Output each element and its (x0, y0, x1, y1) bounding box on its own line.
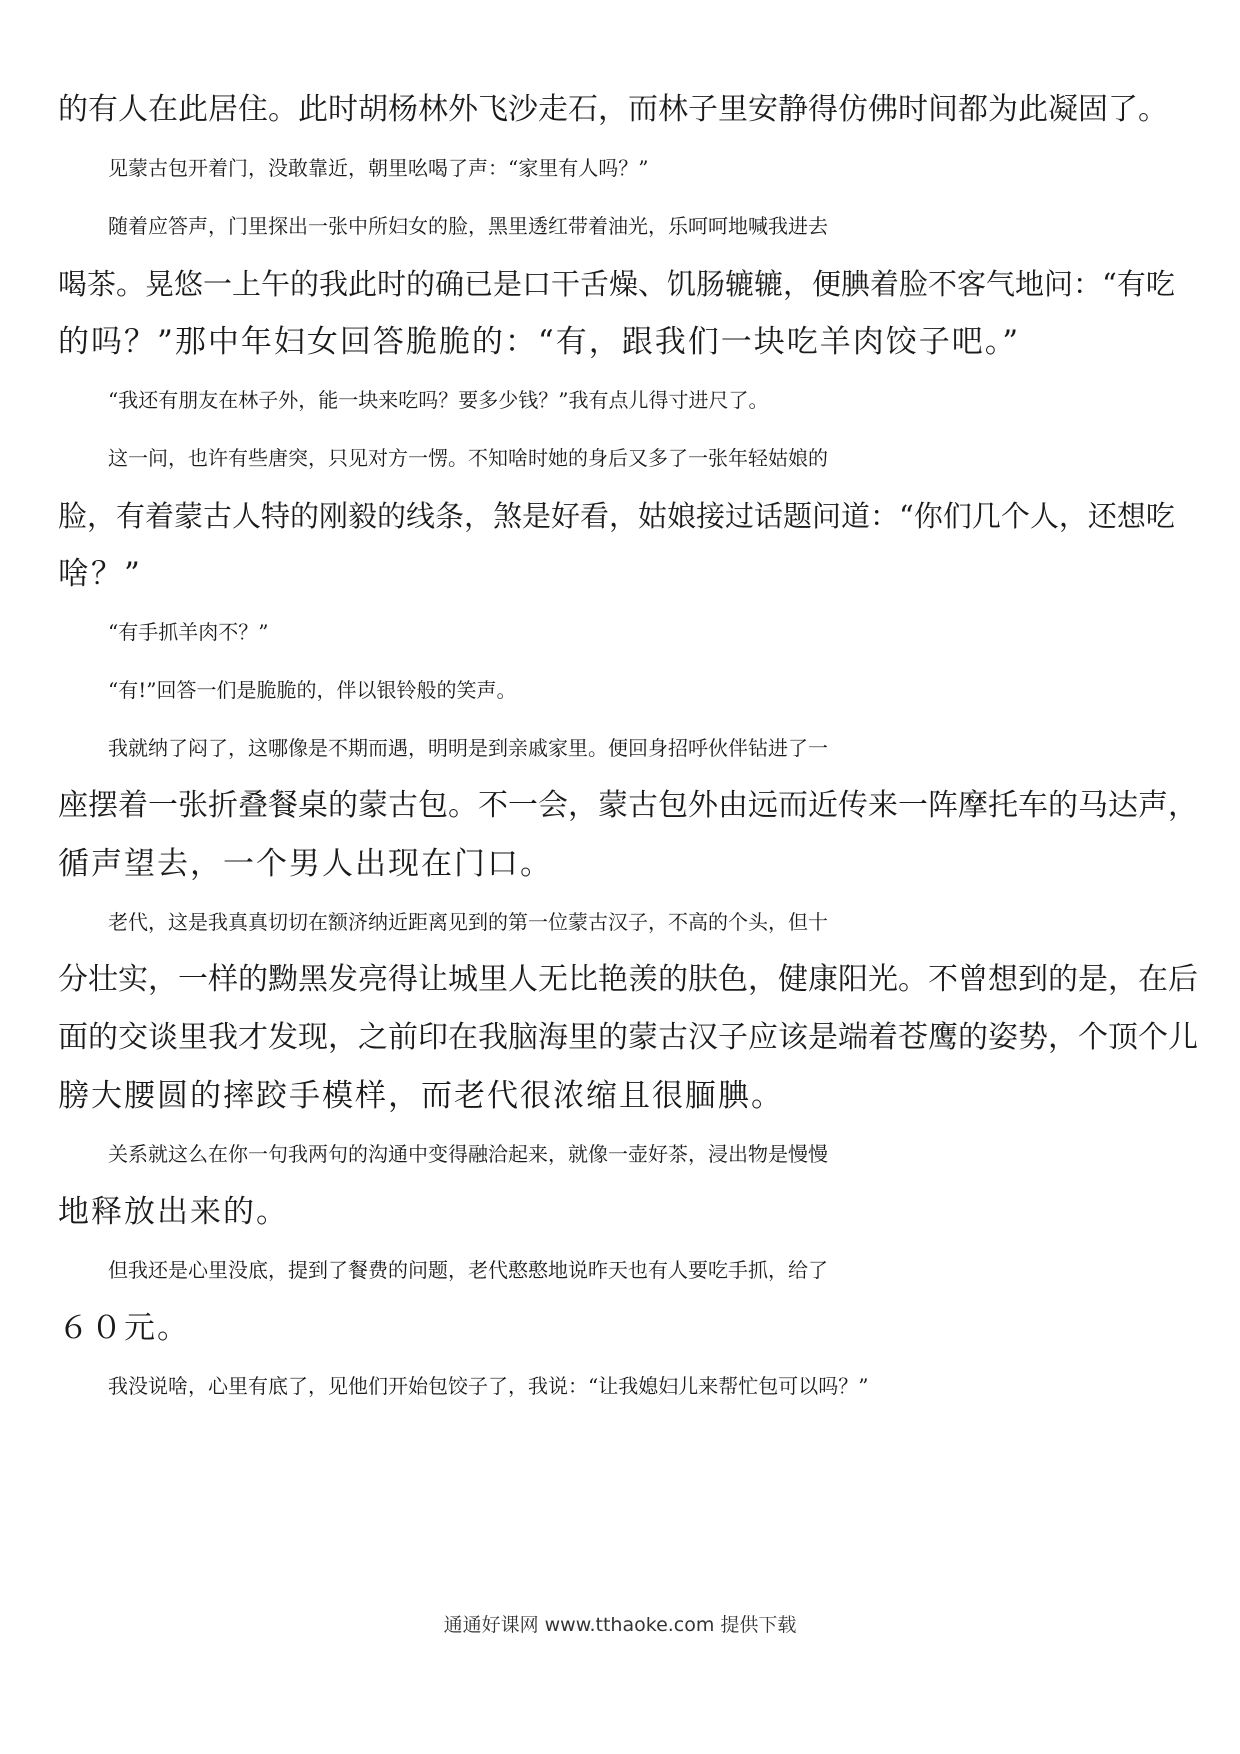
text-line: 老代，这是我真真切切在额济纳近距离见到的第一位蒙古汉子，不高的个头，但十 (108, 910, 828, 934)
text-line: 脸，有着蒙古人特的刚毅的线条，煞是好看，姑娘接过话题问道：“你们几个人，还想吃 (58, 499, 1175, 533)
text-line: 随着应答声，门里探出一张中所妇女的脸，黑里透红带着油光，乐呵呵地喊我进去 (108, 214, 828, 238)
text-line: 我没说啥，心里有底了，见他们开始包饺子了，我说：“让我媳妇儿来帮忙包可以吗？” (108, 1374, 869, 1398)
text-line: 的吗？”那中年妇女回答脆脆的：“有，跟我们一块吃羊肉饺子吧。” (58, 324, 1021, 360)
text-line: 循声望去，一个男人出现在门口。 (58, 846, 553, 882)
text-line: 的有人在此居住。此时胡杨林外飞沙走石，而林子里安静得仿佛时间都为此凝固了。 (58, 92, 1168, 127)
text-line: ６０元。 (58, 1310, 190, 1346)
text-line: 分壮实，一样的黝黑发亮得让城里人无比艳羡的肤色，健康阳光。不曾想到的是，在后 (58, 962, 1198, 997)
text-line: 喝茶。晃悠一上午的我此时的确已是口干舌燥、饥肠辘辘，便腆着脸不客气地问：“有吃 (58, 267, 1175, 301)
text-line: “有手抓羊肉不？” (108, 620, 269, 644)
text-line: 这一问，也许有些唐突，只见对方一愣。不知啥时她的身后又多了一张年轻姑娘的 (108, 446, 828, 470)
text-line: 我就纳了闷了，这哪像是不期而遇，明明是到亲戚家里。便回身招呼伙伴钻进了一 (108, 736, 828, 760)
text-line: 但我还是心里没底，提到了餐费的问题，老代憨憨地说昨天也有人要吃手抓，给了 (108, 1258, 828, 1282)
text-line: 座摆着一张折叠餐桌的蒙古包。不一会，蒙古包外由远而近传来一阵摩托车的马达声， (58, 788, 1198, 823)
text-line: “有!”回答一们是脆脆的，伴以银铃般的笑声。 (108, 678, 517, 702)
text-line: “我还有朋友在林子外，能一块来吃吗？要多少钱？”我有点儿得寸进尺了。 (108, 388, 769, 412)
text-line: 见蒙古包开着门，没敢靠近，朝里吆喝了声：“家里有人吗？” (108, 156, 649, 180)
text-line: 关系就这么在你一句我两句的沟通中变得融洽起来，就像一壶好茶，浸出物是慢慢 (108, 1142, 828, 1166)
text-line: 地释放出来的。 (58, 1194, 289, 1230)
text-line: 膀大腰圆的摔跤手模样，而老代很浓缩且很腼腆。 (58, 1078, 784, 1114)
footer-credit: 通通好课网 www.tthaoke.com 提供下载 (443, 1614, 797, 1636)
text-line: 啥？” (58, 556, 142, 592)
text-line: 面的交谈里我才发现，之前印在我脑海里的蒙古汉子应该是端着苍鹰的姿势，个顶个儿 (58, 1020, 1198, 1055)
